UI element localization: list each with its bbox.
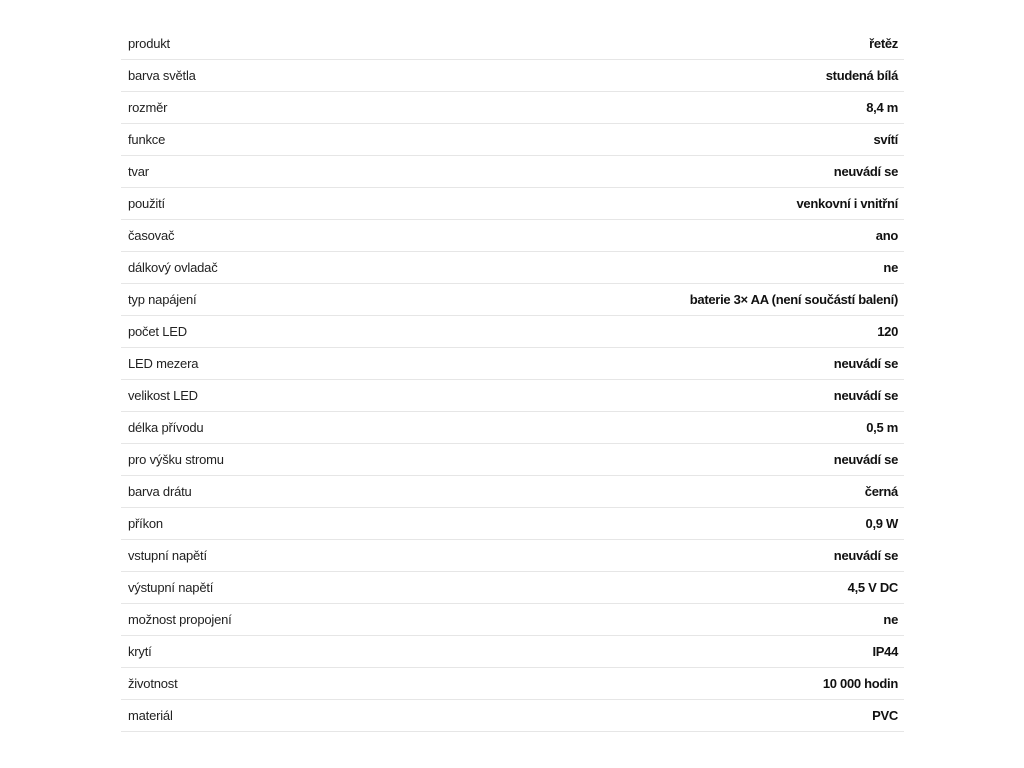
spec-label: použití: [128, 196, 165, 211]
spec-row-led-mezera: [121, 348, 904, 380]
spec-row-vystupni-napeti: [121, 572, 904, 604]
spec-label: příkon: [128, 516, 163, 531]
spec-value: 0,9 W: [865, 516, 898, 531]
spec-row-dalkovy-ovladac: [121, 252, 904, 284]
spec-label: barva drátu: [128, 484, 192, 499]
spec-value: černá: [864, 484, 898, 499]
spec-value: ne: [883, 612, 898, 627]
spec-row-vstupni-napeti: [121, 540, 904, 572]
spec-label: vstupní napětí: [128, 548, 207, 563]
product-spec-table: [121, 28, 904, 732]
spec-row-barva-svetla: [121, 60, 904, 92]
spec-value: 4,5 V DC: [847, 580, 898, 595]
spec-label: životnost: [128, 676, 178, 691]
spec-value: řetěz: [869, 36, 898, 51]
spec-value: studená bílá: [825, 68, 898, 83]
spec-label: barva světla: [128, 68, 196, 83]
spec-row-pro-vysku-stromu: [121, 444, 904, 476]
spec-row-prikon: [121, 508, 904, 540]
spec-label: rozměr: [128, 100, 168, 115]
spec-row-zivotnost: [121, 668, 904, 700]
spec-label: tvar: [128, 164, 149, 179]
spec-row-produkt: [121, 28, 904, 60]
spec-row-typ-napajeni: [121, 284, 904, 316]
spec-label: LED mezera: [128, 356, 199, 371]
spec-label: délka přívodu: [128, 420, 204, 435]
spec-row-velikost-led: [121, 380, 904, 412]
spec-value: 120: [877, 324, 898, 339]
spec-value: neuvádí se: [833, 452, 898, 467]
spec-value: IP44: [872, 644, 898, 659]
spec-value: svítí: [873, 132, 898, 147]
spec-label: krytí: [128, 644, 152, 659]
spec-label: počet LED: [128, 324, 187, 339]
spec-label: funkce: [128, 132, 166, 147]
spec-label: typ napájení: [128, 292, 197, 307]
spec-label: možnost propojení: [128, 612, 232, 627]
spec-value: neuvádí se: [833, 356, 898, 371]
spec-row-rozmer: [121, 92, 904, 124]
spec-row-barva-dratu: [121, 476, 904, 508]
spec-row-material: [121, 700, 904, 732]
spec-row-casovac: [121, 220, 904, 252]
spec-label: produkt: [128, 36, 170, 51]
spec-value: 10 000 hodin: [822, 676, 898, 691]
spec-row-kryti: [121, 636, 904, 668]
spec-value: baterie 3× AA (není součástí balení): [689, 292, 898, 307]
spec-value: venkovní i vnitřní: [796, 196, 898, 211]
spec-label: materiál: [128, 708, 173, 723]
spec-label: pro výšku stromu: [128, 452, 224, 467]
spec-row-funkce: [121, 124, 904, 156]
spec-row-moznost-propojeni: [121, 604, 904, 636]
spec-value: neuvádí se: [833, 164, 898, 179]
spec-value: 0,5 m: [866, 420, 898, 435]
spec-row-delka-privodu: [121, 412, 904, 444]
spec-row-pouziti: [121, 188, 904, 220]
spec-label: výstupní napětí: [128, 580, 214, 595]
spec-value: neuvádí se: [833, 548, 898, 563]
spec-label: velikost LED: [128, 388, 198, 403]
spec-value: 8,4 m: [866, 100, 898, 115]
spec-value: ne: [883, 260, 898, 275]
spec-label: časovač: [128, 228, 175, 243]
spec-value: ano: [875, 228, 898, 243]
spec-row-pocet-led: [121, 316, 904, 348]
spec-row-tvar: [121, 156, 904, 188]
spec-label: dálkový ovladač: [128, 260, 218, 275]
spec-value: neuvádí se: [833, 388, 898, 403]
spec-value: PVC: [872, 708, 898, 723]
